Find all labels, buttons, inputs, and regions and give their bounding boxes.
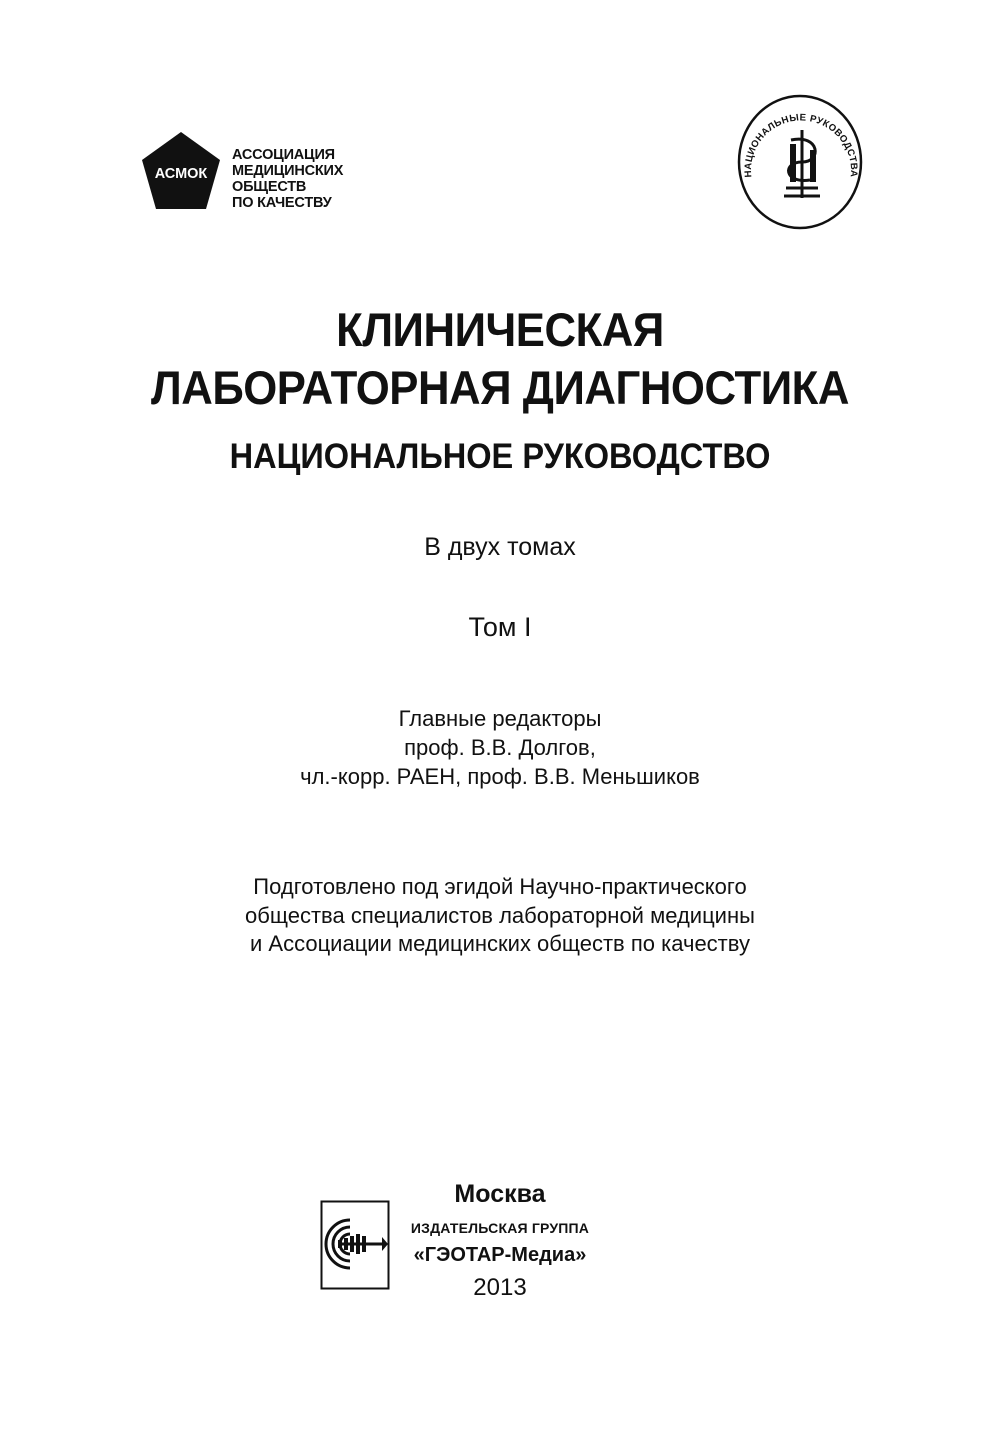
aegis-statement-line: Подготовлено под эгидой Научно-практического [253, 874, 747, 899]
aegis-statement-line: общества специалистов лабораторной медицины [245, 903, 755, 928]
editors-heading: Главные редакторы [398, 706, 602, 731]
editor-line: чл.-корр. РАЕН, проф. В.В. Меньшиков [300, 764, 700, 789]
book-title-line-2: ЛАБОРАТОРНАЯ ДИАГНОСТИКА [151, 361, 849, 414]
asmok-name-line: АССОЦИАЦИЯ [232, 147, 335, 163]
asmok-name-line: ПО КАЧЕСТВУ [232, 195, 332, 211]
asmok-name-line: ОБЩЕСТВ [232, 179, 307, 195]
book-title-line-1: КЛИНИЧЕСКАЯ [336, 303, 664, 356]
volume-label: Том I [468, 612, 532, 642]
book-subtitle: НАЦИОНАЛЬНОЕ РУКОВОДСТВО [229, 437, 771, 476]
publication-year: 2013 [473, 1274, 527, 1301]
aegis-statement-line: и Ассоциации медицинских обществ по качеству [250, 931, 750, 956]
caduceus-icon [784, 130, 820, 198]
seal-ring-text: НАЦИОНАЛЬНЫЕ РУКОВОДСТВА [742, 112, 860, 178]
national-guide-seal [736, 92, 864, 232]
publisher-logo-icon [320, 1200, 390, 1290]
asmok-pentagon-icon [140, 130, 222, 212]
publisher-group: ИЗДАТЕЛЬСКАЯ ГРУППА [410, 1220, 590, 1236]
editor-line: проф. В.В. Долгов, [404, 735, 596, 760]
asmok-name-line: МЕДИЦИНСКИХ [232, 163, 344, 179]
asmok-mark-text: АСМОК [154, 166, 208, 182]
publisher-name: «ГЭОТАР-Медиа» [413, 1244, 587, 1266]
volumes-note: В двух томах [424, 533, 576, 561]
publisher-city: Москва [454, 1180, 546, 1208]
asmok-logo [140, 130, 380, 220]
asmok-name [232, 147, 382, 211]
